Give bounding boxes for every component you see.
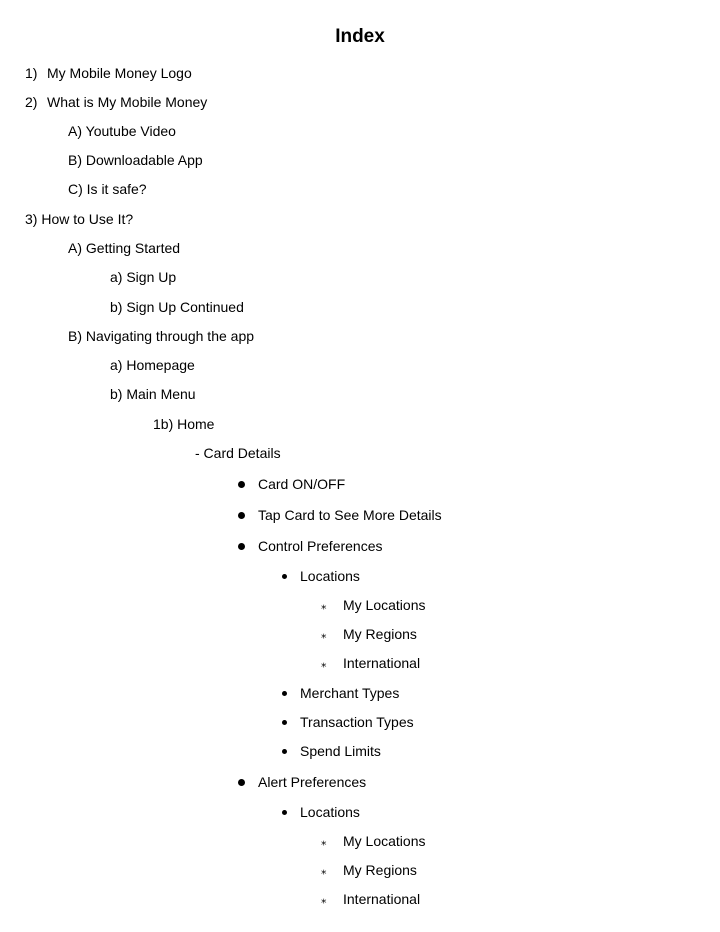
index-item-merchant-types: Merchant Types xyxy=(300,685,400,701)
asterisk-bullet-icon: ⁎ xyxy=(321,894,327,906)
bullet-icon xyxy=(238,481,245,488)
index-item-transaction-types: Transaction Types xyxy=(300,714,414,730)
asterisk-bullet-icon: ⁎ xyxy=(321,836,327,848)
index-item-spend-limits: Spend Limits xyxy=(300,743,381,759)
index-item-cp-locations: Locations xyxy=(300,568,360,584)
index-item-app: B) Downloadable App xyxy=(68,152,203,168)
index-item-how-to-use: 3) How to Use It? xyxy=(25,211,134,227)
index-item-what-is: What is My Mobile Money xyxy=(47,94,208,110)
asterisk-bullet-icon: ⁎ xyxy=(321,865,327,877)
index-item-homepage: a) Homepage xyxy=(110,357,195,373)
index-item-cp-my-locations: My Locations xyxy=(343,597,426,613)
index-item-safe: C) Is it safe? xyxy=(68,181,147,197)
index-item-navigating: B) Navigating through the app xyxy=(68,328,255,344)
index-item-getting-started: A) Getting Started xyxy=(68,240,181,256)
bullet-icon xyxy=(282,720,287,725)
index-item-home: 1b) Home xyxy=(153,416,215,432)
bullet-icon xyxy=(282,810,287,815)
index-item-tap-card: Tap Card to See More Details xyxy=(258,507,442,523)
bullet-icon xyxy=(282,749,287,754)
bullet-icon xyxy=(238,779,245,786)
bullet-icon xyxy=(282,574,287,579)
index-item-ap-international: International xyxy=(343,891,421,907)
index-item-alert-preferences: Alert Preferences xyxy=(258,774,367,790)
index-item-main-menu: b) Main Menu xyxy=(110,386,196,402)
index-item-sign-up: a) Sign Up xyxy=(110,269,177,285)
index-item-ap-my-regions: My Regions xyxy=(343,862,417,878)
index-item-sign-up-continued: b) Sign Up Continued xyxy=(110,299,244,315)
asterisk-bullet-icon: ⁎ xyxy=(321,629,327,641)
bullet-icon xyxy=(238,543,245,550)
bullet-icon xyxy=(238,512,245,519)
bullet-icon xyxy=(282,691,287,696)
index-item-cp-international: International xyxy=(343,655,421,671)
index-item-control-preferences: Control Preferences xyxy=(258,538,383,554)
index-item-cp-my-regions: My Regions xyxy=(343,626,417,642)
index-item-card-details: - Card Details xyxy=(195,445,281,461)
list-number: 2) xyxy=(25,94,38,110)
list-number: 1) xyxy=(25,65,38,81)
index-item-logo: My Mobile Money Logo xyxy=(47,65,192,81)
index-item-card-on-off: Card ON/OFF xyxy=(258,476,346,492)
asterisk-bullet-icon: ⁎ xyxy=(321,600,327,612)
asterisk-bullet-icon: ⁎ xyxy=(321,658,327,670)
index-item-youtube: A) Youtube Video xyxy=(68,123,176,139)
index-item-ap-my-locations: My Locations xyxy=(343,833,426,849)
page-title: Index xyxy=(335,26,385,47)
index-item-ap-locations: Locations xyxy=(300,804,360,820)
